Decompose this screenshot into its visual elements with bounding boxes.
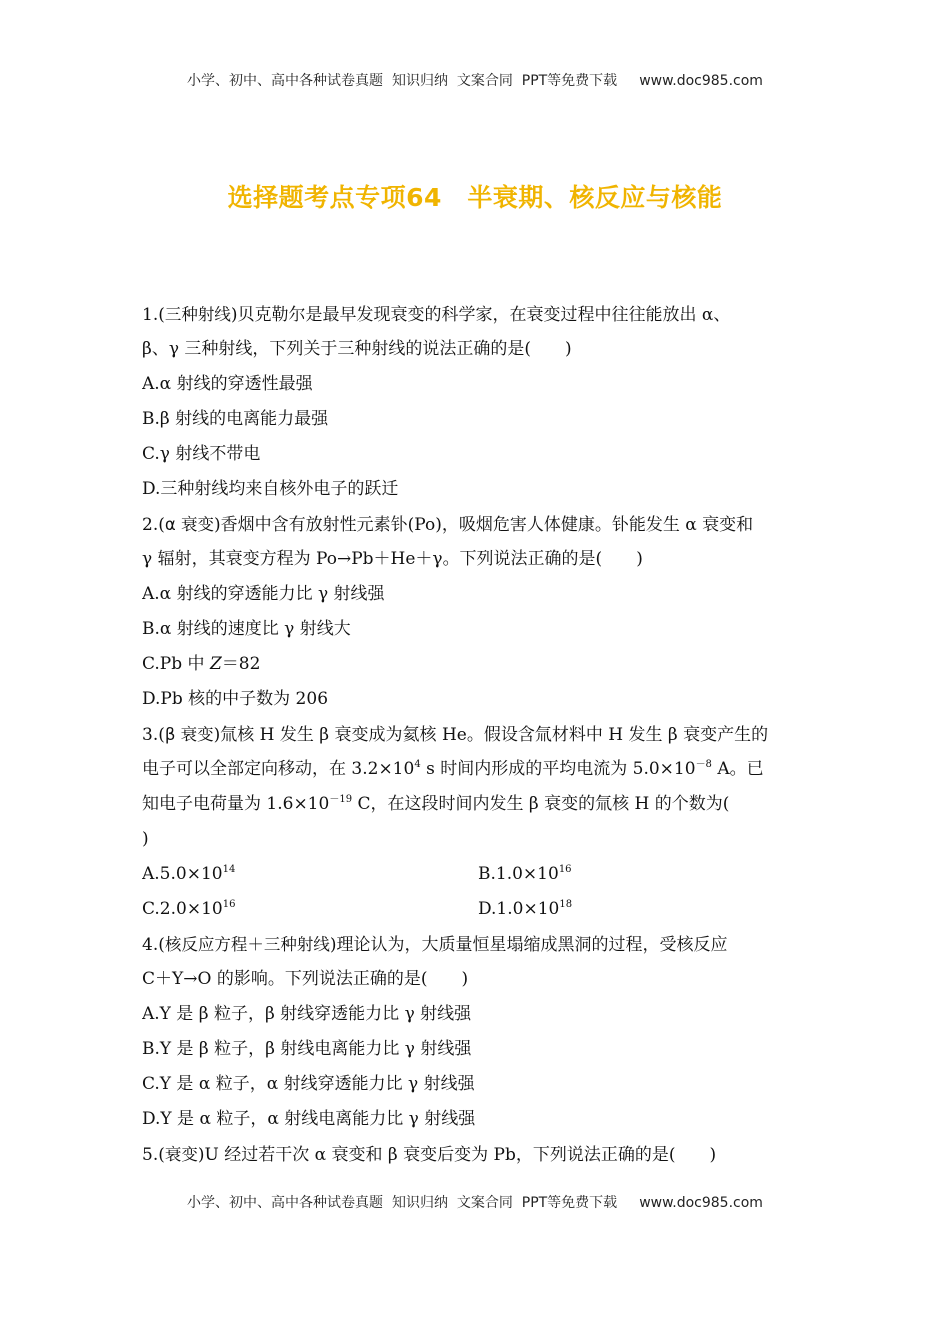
q2-stem-line2: γ 辐射，其衰变方程为 Po→Pb＋He＋γ。下列说法正确的是( ) [142,549,643,569]
footer-url[interactable]: www.doc985.com [639,1195,763,1211]
q1-stem-line1: 1.(三种射线)贝克勒尔是最早发现衰变的科学家，在衰变过程中往往能放出 α、 [142,305,731,325]
q3-options-row1 [142,857,814,892]
q2-option-d: D.Pb 核的中子数为 206 [142,689,329,709]
q2-tag: α 衰变 [164,515,214,534]
q1-option-d: D.三种射线均来自核外电子的跃迁 [142,479,399,499]
page-footer [0,1192,950,1212]
q3-options-row2 [142,892,814,927]
q1-option-b: B.β 射线的电离能力最强 [142,409,329,429]
q4-option-c: C.Y 是 α 粒子，α 射线穿透能力比 γ 射线强 [142,1074,475,1094]
question-list [142,297,814,1172]
q3-tag: β 衰变 [164,725,214,744]
q5-stem-line1: 5.(衰变)U 经过若干次 α 衰变和 β 衰变后变为 Pb，下列说法正确的是( ) [142,1145,717,1165]
q1-stem-line2: β、γ 三种射线，下列关于三种射线的说法正确的是( ) [142,339,572,359]
footer-text: 小学、初中、高中各种试卷真题 知识归纳 文案合同 PPT等免费下载 [187,1195,618,1211]
q4-option-b: B.Y 是 β 粒子，β 射线电离能力比 γ 射线强 [142,1039,472,1059]
q3-stem-line3: 知电子电荷量为 $1.6\times 10^{-19}$ C，在这段时间内发生 β 衰变的氚核 H 的个数为( [142,794,730,814]
q3-stem-line4: ) [142,829,149,849]
q4-option-d: D.Y 是 α 粒子，α 射线电离能力比 γ 射线强 [142,1109,476,1129]
q3-option-d: $D.1.0\times 10^{18}$ [478,899,573,919]
q3-option-c: $C.2.0\times 10^{16}$ [142,899,236,919]
q3-stem-line1: 3.(β 衰变)氚核 H 发生 β 衰变成为氦核 He。假设含氚材料中 H 发生 β 衰变产生的 [142,725,769,745]
q3-option-b: $B.1.0\times 10^{16}$ [478,864,572,884]
q4-tag: 核反应方程＋三种射线 [164,935,330,954]
page-header [0,70,950,90]
header-url[interactable]: www.doc985.com [639,73,763,89]
page-title: 选择题考点专项64 半衰期、核反应与核能 [227,183,723,212]
q1-option-c: C.γ 射线不带电 [142,444,261,464]
q1-tag: 三种射线 [164,305,231,324]
q2-option-b: B.α 射线的速度比 γ 射线大 [142,619,351,639]
q3-stem-line2: 电子可以全部定向移动，在 $3.2\times 10^4$ s 时间内形成的平均电流为 $5.0\times 10^{-8}$ A。已 [142,759,764,779]
header-text: 小学、初中、高中各种试卷真题 知识归纳 文案合同 PPT等免费下载 [187,73,618,89]
q5-tag: 衰变 [164,1145,198,1164]
q2-option-a: A.α 射线的穿透能力比 γ 射线强 [142,584,385,604]
q2-option-c: C.Pb 中 Z＝82 [142,654,261,674]
q4-option-a: A.Y 是 β 粒子，β 射线穿透能力比 γ 射线强 [142,1004,472,1024]
q1-option-a: A.α 射线的穿透性最强 [142,374,313,394]
q3-option-a: $A.5.0\times 10^{14}$ [142,864,236,884]
q4-stem-line1: 4.(核反应方程＋三种射线)理论认为，大质量恒星塌缩成黑洞的过程，受核反应 [142,935,728,955]
q2-stem-line1: 2.(α 衰变)香烟中含有放射性元素钋(Po)，吸烟危害人体健康。钋能发生 α 衰变和 [142,515,754,535]
q4-stem-line2: C＋Y→O 的影响。下列说法正确的是( ) [142,969,469,989]
